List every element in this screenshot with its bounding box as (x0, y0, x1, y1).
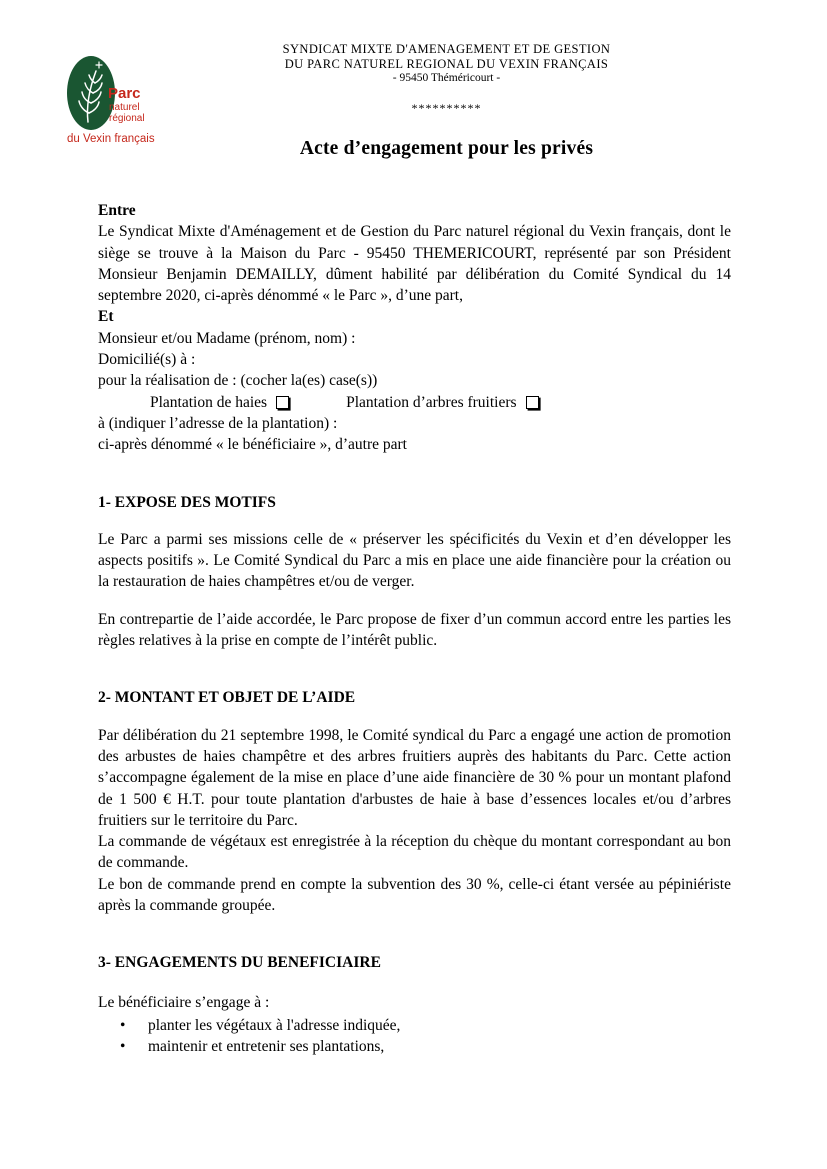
section-1-paragraph-2: En contrepartie de l’aide accordée, le Parc propose de fixer d’un commun accord entre les parties les règles relatives à la prise en compte de l’intérêt public. (98, 610, 731, 650)
domicile-line: Domicilié(s) à : (98, 351, 196, 369)
logo-word-regional: régional (109, 113, 145, 124)
separator-stars: ********** (411, 101, 482, 115)
document-body (98, 200, 731, 1058)
logo-word-parc: Parc (108, 85, 141, 102)
plantation-fruitiers-label: Plantation d’arbres fruitiers (346, 393, 517, 411)
org-name-line-1: SYNDICAT MIXTE D'AMENAGEMENT ET DE GESTION (282, 42, 611, 56)
section-2-heading: 2- MONTANT ET OBJET DE L’AIDE (98, 689, 356, 707)
section-1-paragraph-1: Le Parc a parmi ses missions celle de « préserver les spécificités du Vexin et d’en développer les aspects positifs ». Le Comité Syndical du Parc a mis en place une aide financière pour la création ou la restauration de haies champêtres et/ou de verger. (98, 530, 731, 591)
entre-label: Entre (98, 202, 136, 219)
logo-word-vexin: du Vexin français (67, 133, 155, 145)
adresse-line: à (indiquer l’adresse de la plantation) : (98, 414, 338, 432)
plantation-fruitiers-option (346, 392, 538, 413)
et-label: Et (98, 308, 114, 326)
engagements-list (98, 1015, 731, 1058)
org-address: - 95450 Théméricourt - (392, 72, 501, 84)
list-item (98, 1015, 731, 1036)
realisation-line: pour la réalisation de : (cocher la(es) case(s)) (98, 372, 378, 390)
bullet-icon: • (120, 1038, 126, 1056)
logo-word-naturel: naturel (109, 102, 140, 113)
section-2-paragraph-1: Par délibération du 21 septembre 1998, le Comité syndical du Parc a engagé une action de promotion des arbustes de haies champêtre et des arbres fruitiers auprès des habitants du Parc. Cette action s’accompagne également de la mise en place d’une aide financière de 30 % pour un montant plafond de 1 500 € H.T. pour toute plantation d'arbustes de haie à base d’essences locales et/ou d’arbres fruitiers sur le territoire du Parc. (98, 726, 731, 829)
bullet-icon: • (120, 1016, 126, 1034)
section-1-heading: 1- EXPOSE DES MOTIFS (98, 493, 276, 511)
entre-paragraph: Le Syndicat Mixte d'Aménagement et de Gestion du Parc naturel régional du Vexin français, dont le siège se trouve à la Maison du Parc - 95450 THEMERICOURT, représenté par son Président Monsieur Benjamin DEMAILLY, dûment habilité par délibération du Comité Syndical du 14 septembre 2020, ci-après dénommé « le Parc », d’une part, (98, 223, 731, 305)
section-3-intro: Le bénéficiaire s’engage à : (98, 993, 270, 1011)
denomme-line: ci-après dénommé « le bénéficiaire », d’autre part (98, 436, 407, 454)
list-item (98, 1036, 731, 1057)
section-2-paragraph-3: Le bon de commande prend en compte la subvention des 30 %, celle-ci étant versée au pépiniériste après la commande groupée. (98, 875, 731, 915)
parc-vexin-logo (66, 52, 158, 152)
plantation-fruitiers-checkbox[interactable] (526, 396, 539, 409)
section-3-heading: 3- ENGAGEMENTS DU BENEFICIAIRE (98, 954, 381, 972)
parc-vexin-logo-graphic (66, 52, 158, 152)
engagement-2-text: maintenir et entretenir ses plantations, (148, 1038, 385, 1056)
plantation-options-row (98, 392, 731, 413)
plantation-haies-checkbox[interactable] (276, 396, 289, 409)
plantation-haies-option (150, 392, 289, 413)
identity-line: Monsieur et/ou Madame (prénom, nom) : (98, 329, 356, 347)
plantation-haies-label: Plantation de haies (150, 393, 268, 411)
section-2-paragraph-2: La commande de végétaux est enregistrée à la réception du chèque du montant correspondant au bon de commande. (98, 833, 731, 872)
document-title: Acte d’engagement pour les privés (299, 138, 594, 159)
org-name-line-2: DU PARC NATUREL REGIONAL DU VEXIN FRANÇAIS (284, 56, 609, 71)
engagement-1-text: planter les végétaux à l'adresse indiquée, (148, 1016, 401, 1034)
